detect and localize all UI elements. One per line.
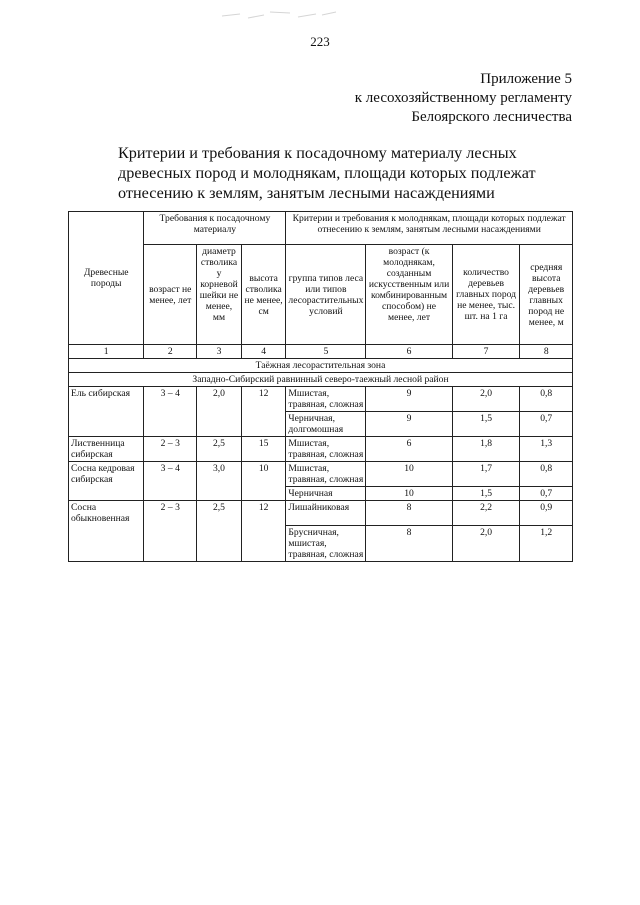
- age-cell: [144, 525, 197, 561]
- height-cell: [241, 412, 286, 437]
- column-number: 8: [520, 345, 573, 359]
- age-young-cell: 6: [366, 437, 452, 462]
- height-cell: 15: [241, 437, 286, 462]
- height-young-cell: 0,8: [520, 462, 573, 487]
- scan-noise: [220, 6, 340, 22]
- diameter-cell: 2,5: [197, 501, 242, 526]
- age-cell: [144, 412, 197, 437]
- zone-row: [69, 359, 573, 373]
- count-cell: 2,2: [452, 501, 520, 526]
- criteria-table: [68, 211, 573, 562]
- age-young-cell: 8: [366, 501, 452, 526]
- age-cell: 2 – 3: [144, 501, 197, 526]
- height-cell: 12: [241, 387, 286, 412]
- page-number: 223: [310, 34, 330, 49]
- species-cell: Сосна обыкновенная: [69, 501, 144, 526]
- header-age-planting: возраст не менее, лет: [144, 245, 197, 345]
- age-young-cell: 10: [366, 462, 452, 487]
- height-young-cell: 1,2: [520, 525, 573, 561]
- region-row: [69, 373, 573, 387]
- forest-type-cell: Мшистая, травяная, сложная: [286, 462, 366, 487]
- diameter-cell: 2,0: [197, 387, 242, 412]
- header-row: [69, 212, 573, 245]
- diameter-cell: 2,5: [197, 437, 242, 462]
- header-diameter: диаметр стволика у корневой шейки не менее, мм: [197, 245, 242, 345]
- header-age-young: возраст (к молоднякам, созданным искусственным или комбинированным способом) не менее, лет: [366, 245, 452, 345]
- table-row: [69, 437, 573, 462]
- age-young-cell: 9: [366, 387, 452, 412]
- header-forest-types: группа типов леса или типов лесорастительных условий: [286, 245, 366, 345]
- document-title: Критерии и требования к посадочному материалу лесных древесных пород и молоднякам, площади которых подлежат отнесению к землям, занятым лесными насаждениями: [118, 144, 536, 202]
- column-number-row: [69, 345, 573, 359]
- forest-type-cell: Черничная: [286, 487, 366, 501]
- species-cell: [69, 525, 144, 561]
- count-cell: 1,5: [452, 412, 520, 437]
- species-cell: Сосна кедровая сибирская: [69, 462, 144, 487]
- height-young-cell: 0,7: [520, 487, 573, 501]
- header-young-group: Критерии и требования к молоднякам, площади которых подлежат отнесению к землям, занятым лесными насаждениями: [286, 212, 573, 245]
- forest-type-cell: Брусничная, мшистая, травяная, сложная: [286, 525, 366, 561]
- count-cell: 1,5: [452, 487, 520, 501]
- column-number: 6: [366, 345, 452, 359]
- species-cell: Ель сибирская: [69, 387, 144, 412]
- table-row: [69, 462, 573, 487]
- count-cell: 1,8: [452, 437, 520, 462]
- header-species: Древесные породы: [69, 212, 144, 345]
- height-young-cell: 0,7: [520, 412, 573, 437]
- diameter-cell: [197, 525, 242, 561]
- age-young-cell: 8: [366, 525, 452, 561]
- column-number: 2: [144, 345, 197, 359]
- forest-type-cell: Мшистая, травяная, сложная: [286, 387, 366, 412]
- column-number: 1: [69, 345, 144, 359]
- header-row: [69, 245, 573, 345]
- species-cell: [69, 487, 144, 501]
- forest-type-cell: Черничная, долгомошная: [286, 412, 366, 437]
- age-cell: 3 – 4: [144, 462, 197, 487]
- species-cell: [69, 412, 144, 437]
- height-cell: 10: [241, 462, 286, 487]
- height-young-cell: 0,9: [520, 501, 573, 526]
- column-number: 7: [452, 345, 520, 359]
- forest-type-cell: Мшистая, травяная, сложная: [286, 437, 366, 462]
- appendix-line: Белоярского лесничества: [411, 109, 572, 125]
- table-row: [69, 412, 573, 437]
- header-height-planting: высота стволика не менее, см: [241, 245, 286, 345]
- table-row: [69, 525, 573, 561]
- table-row: [69, 387, 573, 412]
- header-count: количество деревьев главных пород не менее, тыс. шт. на 1 га: [452, 245, 520, 345]
- diameter-cell: [197, 487, 242, 501]
- region-label: Западно-Сибирский равнинный северо-таежный лесной район: [69, 373, 573, 387]
- age-cell: [144, 487, 197, 501]
- table-row: [69, 501, 573, 526]
- column-number: 4: [241, 345, 286, 359]
- column-number: 5: [286, 345, 366, 359]
- species-cell: Лиственница сибирская: [69, 437, 144, 462]
- age-young-cell: 9: [366, 412, 452, 437]
- table-row: [69, 487, 573, 501]
- height-young-cell: 0,8: [520, 387, 573, 412]
- age-cell: 2 – 3: [144, 437, 197, 462]
- count-cell: 2,0: [452, 525, 520, 561]
- height-young-cell: 1,3: [520, 437, 573, 462]
- height-cell: [241, 487, 286, 501]
- forest-type-cell: Лишайниковая: [286, 501, 366, 526]
- zone-label: Таёжная лесорастительная зона: [69, 359, 573, 373]
- appendix-note: [355, 70, 572, 127]
- appendix-line: к лесохозяйственному регламенту: [354, 90, 572, 106]
- age-young-cell: 10: [366, 487, 452, 501]
- header-planting-group: Требования к посадочному материалу: [144, 212, 286, 245]
- age-cell: 3 – 4: [144, 387, 197, 412]
- header-height-young: средняя высота деревьев главных пород не менее, м: [520, 245, 573, 345]
- diameter-cell: 3,0: [197, 462, 242, 487]
- height-cell: [241, 525, 286, 561]
- appendix-line: Приложение 5: [480, 71, 572, 87]
- height-cell: 12: [241, 501, 286, 526]
- count-cell: 2,0: [452, 387, 520, 412]
- column-number: 3: [197, 345, 242, 359]
- count-cell: 1,7: [452, 462, 520, 487]
- diameter-cell: [197, 412, 242, 437]
